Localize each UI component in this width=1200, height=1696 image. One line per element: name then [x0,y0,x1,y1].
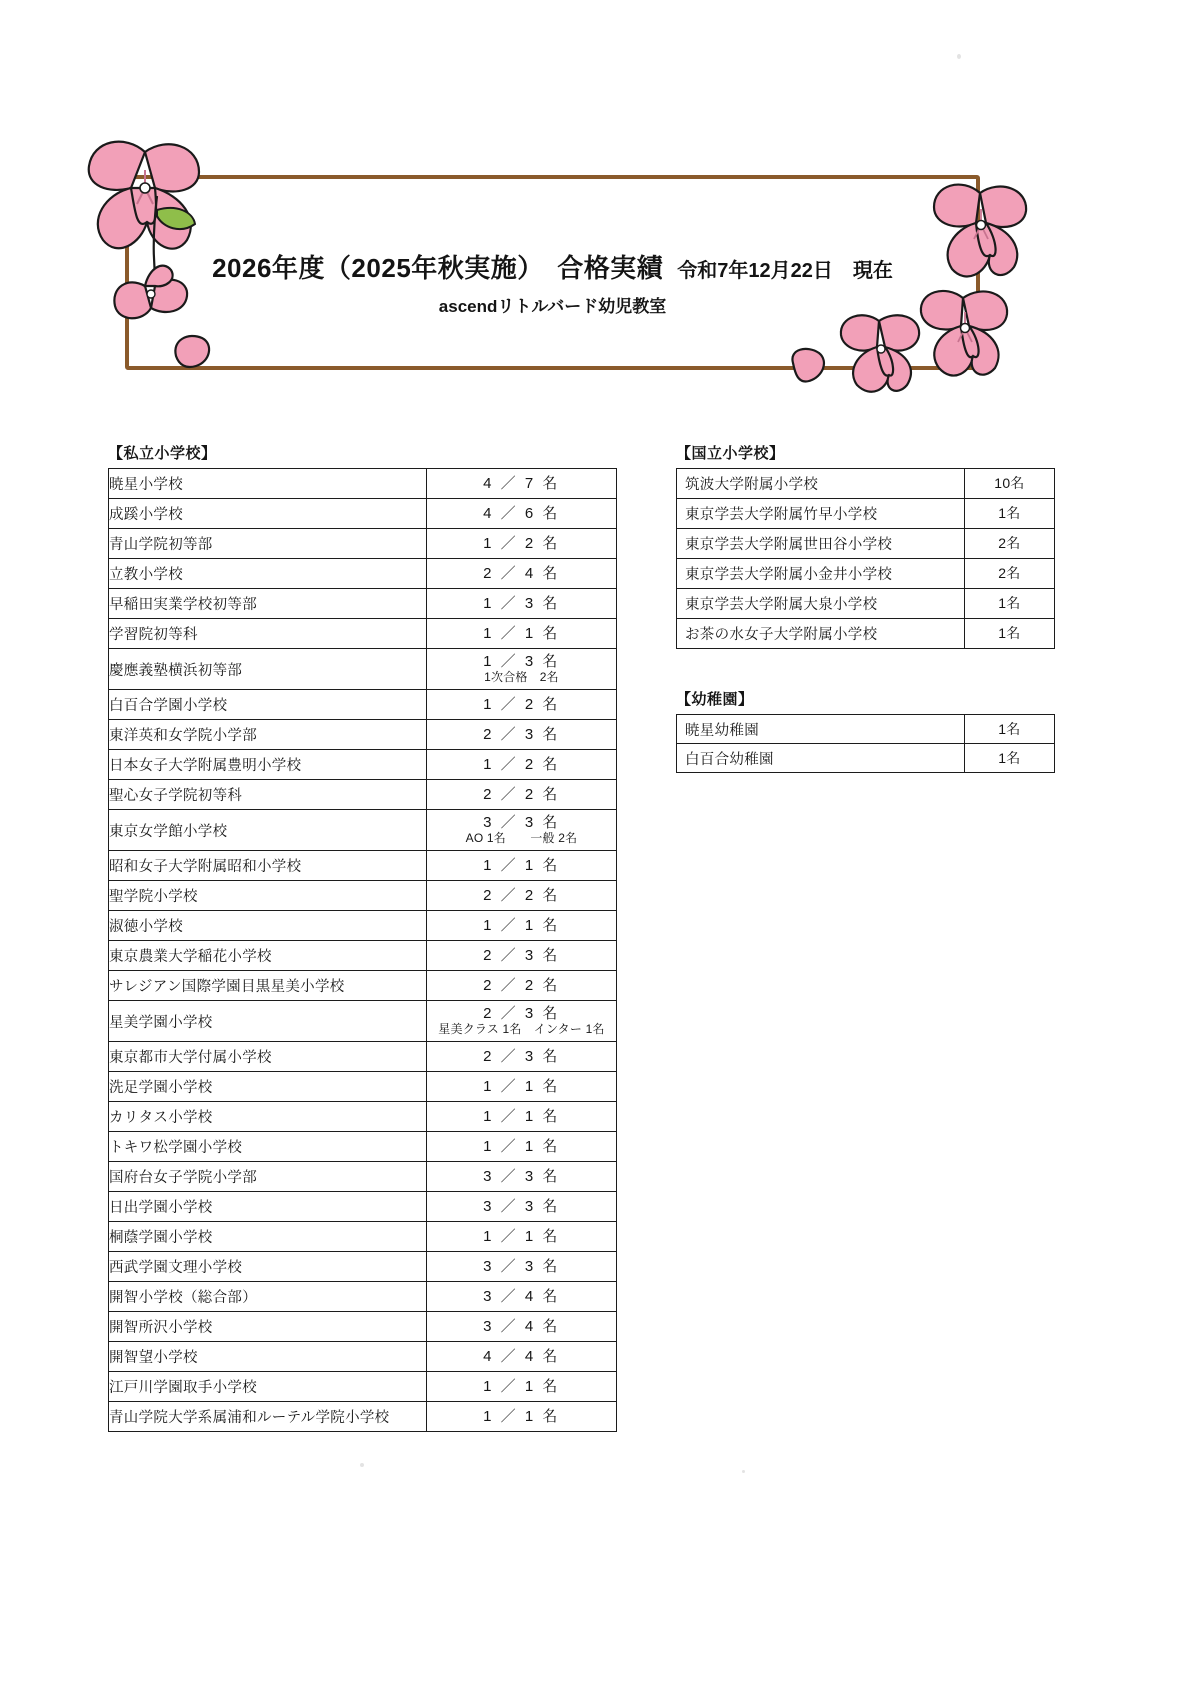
school-name-cell: 聖心女子学院初等科 [109,780,427,810]
school-count-cell: 1名 [965,715,1055,744]
school-name-cell: 桐蔭学園小学校 [109,1222,427,1252]
count-main: 3 ／ 3 名 [483,1197,560,1215]
table-kindergarten [676,714,1055,773]
scan-speck [957,54,961,59]
table-row [677,469,1055,499]
school-count-cell [427,469,617,499]
count-main: 3 ／ 3 名 [483,1257,560,1275]
count-main: 3 ／ 4 名 [483,1287,560,1305]
school-count-cell [427,851,617,881]
school-count-cell [427,911,617,941]
school-count-cell [427,1102,617,1132]
table-row [109,780,617,810]
school-name-cell: 青山学院初等部 [109,529,427,559]
school-count-cell [427,941,617,971]
title-block [125,248,980,317]
count-main: 2 ／ 4 名 [483,564,560,582]
table-row [109,589,617,619]
table-row [109,1042,617,1072]
count-main: 3 ／ 3 名 [483,813,560,831]
school-count-cell [427,1252,617,1282]
school-count-cell: 1名 [965,499,1055,529]
school-name-cell: 東京学芸大学附属大泉小学校 [677,589,965,619]
table-row [109,1282,617,1312]
school-count-cell [427,1282,617,1312]
count-main: 3 ／ 4 名 [483,1317,560,1335]
school-count-cell: 1名 [965,619,1055,649]
count-main: 1 ／ 1 名 [483,1077,560,1095]
school-name-cell: 西武学園文理小学校 [109,1252,427,1282]
school-name-cell: 淑徳小学校 [109,911,427,941]
count-main: 4 ／ 4 名 [483,1347,560,1365]
count-main: 1 ／ 3 名 [483,652,560,670]
count-sub-note: 1次合格 2名 [484,670,559,685]
table-row [109,649,617,690]
count-main: 1 ／ 1 名 [483,1227,560,1245]
school-name-cell: 白百合幼稚園 [677,744,965,773]
count-main: 1 ／ 2 名 [483,534,560,552]
table-row [677,559,1055,589]
table-row [677,529,1055,559]
school-count-cell [427,1222,617,1252]
count-main: 1 ／ 1 名 [483,916,560,934]
table-row [109,911,617,941]
page-title-text: 2026年度（2025年秋実施） 合格実績 [212,253,664,283]
school-name-cell: 開智小学校（総合部） [109,1282,427,1312]
school-count-cell: 1名 [965,744,1055,773]
school-count-cell [427,720,617,750]
school-count-cell: 2名 [965,529,1055,559]
school-count-cell [427,750,617,780]
count-main: 4 ／ 6 名 [483,504,560,522]
table-row [109,750,617,780]
school-name-cell: 星美学園小学校 [109,1001,427,1042]
school-name-cell: 東京学芸大学附属世田谷小学校 [677,529,965,559]
school-count-cell: 10名 [965,469,1055,499]
count-main: 1 ／ 1 名 [483,1407,560,1425]
table-row [109,1312,617,1342]
school-count-cell [427,690,617,720]
table-row [109,1222,617,1252]
table-row [677,619,1055,649]
school-name-cell: トキワ松学園小学校 [109,1132,427,1162]
table-row [109,499,617,529]
school-count-cell [427,619,617,649]
count-main: 2 ／ 2 名 [483,976,560,994]
school-name-cell: 洗足学園小学校 [109,1072,427,1102]
school-name-cell: 青山学院大学系属浦和ルーテル学院小学校 [109,1402,427,1432]
table-row [109,1072,617,1102]
school-name-cell: 聖学院小学校 [109,881,427,911]
sakura-petal-bottom-right [785,345,831,387]
table-row [677,744,1055,773]
section-label-private: 【私立小学校】 [108,445,217,462]
school-count-cell [427,649,617,690]
scan-speck [742,1470,745,1473]
table-row [109,529,617,559]
school-name-cell: 立教小学校 [109,559,427,589]
school-name-cell: 東京都市大学付属小学校 [109,1042,427,1072]
count-main: 2 ／ 3 名 [483,1004,560,1022]
table-row [109,720,617,750]
count-main: 1 ／ 2 名 [483,695,560,713]
school-name-cell: 慶應義塾横浜初等部 [109,649,427,690]
school-count-cell [427,971,617,1001]
table-row [109,810,617,851]
table-private-schools [108,468,617,1432]
school-name-cell: 東京農業大学稲花小学校 [109,941,427,971]
count-sub-note: AO 1名 一般 2名 [465,831,578,846]
scan-speck [360,1463,364,1467]
table-row [109,1001,617,1042]
table-row [677,589,1055,619]
count-main: 2 ／ 3 名 [483,946,560,964]
count-main: 1 ／ 1 名 [483,624,560,642]
count-main: 3 ／ 3 名 [483,1167,560,1185]
school-name-cell: 成蹊小学校 [109,499,427,529]
header-banner [75,130,1035,395]
school-count-cell [427,1042,617,1072]
school-count-cell: 2名 [965,559,1055,589]
school-name-cell: 東洋英和女学院小学部 [109,720,427,750]
school-name-cell: 筑波大学附属小学校 [677,469,965,499]
count-main: 1 ／ 1 名 [483,856,560,874]
table-row [109,1402,617,1432]
table-row [677,499,1055,529]
page-title [125,248,980,285]
school-count-cell [427,529,617,559]
table-row [109,881,617,911]
count-main: 1 ／ 1 名 [483,1107,560,1125]
school-name-cell: 日本女子大学附属豊明小学校 [109,750,427,780]
school-name-cell: 東京女学館小学校 [109,810,427,851]
table-row [109,1132,617,1162]
count-main: 2 ／ 3 名 [483,1047,560,1065]
table-national-schools [676,468,1055,649]
table-row [109,1252,617,1282]
page-subtitle: ascendリトルバード幼児教室 [438,297,667,316]
count-main: 2 ／ 3 名 [483,725,560,743]
table-row [109,1102,617,1132]
school-count-cell: 1名 [965,589,1055,619]
count-main: 1 ／ 2 名 [483,755,560,773]
table-row [109,559,617,589]
table-row [109,971,617,1001]
school-name-cell: 日出学園小学校 [109,1192,427,1222]
school-count-cell [427,780,617,810]
school-name-cell: 東京学芸大学附属竹早小学校 [677,499,965,529]
count-main: 4 ／ 7 名 [483,474,560,492]
sakura-flower-right-lower [825,305,935,410]
table-row [109,469,617,499]
count-main: 2 ／ 2 名 [483,785,560,803]
count-main: 2 ／ 2 名 [483,886,560,904]
school-count-cell [427,499,617,529]
table-row [677,715,1055,744]
school-name-cell: 東京学芸大学附属小金井小学校 [677,559,965,589]
school-name-cell: サレジアン国際学園目黒星美小学校 [109,971,427,1001]
table-kindergarten-body [677,715,1055,773]
school-name-cell: 学習院初等科 [109,619,427,649]
school-count-cell [427,1162,617,1192]
school-count-cell [427,1402,617,1432]
school-name-cell: 国府台女子学院小学部 [109,1162,427,1192]
school-count-cell [427,1192,617,1222]
table-row [109,690,617,720]
section-label-national: 【国立小学校】 [676,445,785,462]
count-sub-note: 星美クラス 1名 インター 1名 [438,1022,605,1037]
sakura-petal-lower-left [170,330,216,372]
school-name-cell: 開智所沢小学校 [109,1312,427,1342]
school-name-cell: 早稲田実業学校初等部 [109,589,427,619]
school-count-cell [427,1342,617,1372]
school-count-cell [427,589,617,619]
table-row [109,1342,617,1372]
school-count-cell [427,810,617,851]
table-row [109,1162,617,1192]
school-name-cell: 開智望小学校 [109,1342,427,1372]
school-name-cell: お茶の水女子大学附属小学校 [677,619,965,649]
school-name-cell: 暁星幼稚園 [677,715,965,744]
school-count-cell [427,1372,617,1402]
count-main: 1 ／ 3 名 [483,594,560,612]
table-row [109,1192,617,1222]
school-count-cell [427,1312,617,1342]
table-row [109,941,617,971]
table-row [109,1372,617,1402]
school-name-cell: 白百合学園小学校 [109,690,427,720]
count-main: 1 ／ 1 名 [483,1377,560,1395]
school-name-cell: 暁星小学校 [109,469,427,499]
school-name-cell: 昭和女子大学附属昭和小学校 [109,851,427,881]
table-row [109,619,617,649]
table-private-body [109,469,617,1432]
count-main: 1 ／ 1 名 [483,1137,560,1155]
section-label-kindergarten: 【幼稚園】 [676,691,754,708]
school-name-cell: カリタス小学校 [109,1102,427,1132]
table-national-body [677,469,1055,649]
school-count-cell [427,559,617,589]
school-count-cell [427,1132,617,1162]
table-row [109,851,617,881]
page-title-date: 令和7年12月22日 現在 [677,260,893,282]
school-name-cell: 江戸川学園取手小学校 [109,1372,427,1402]
school-count-cell [427,1072,617,1102]
school-count-cell [427,881,617,911]
school-count-cell [427,1001,617,1042]
